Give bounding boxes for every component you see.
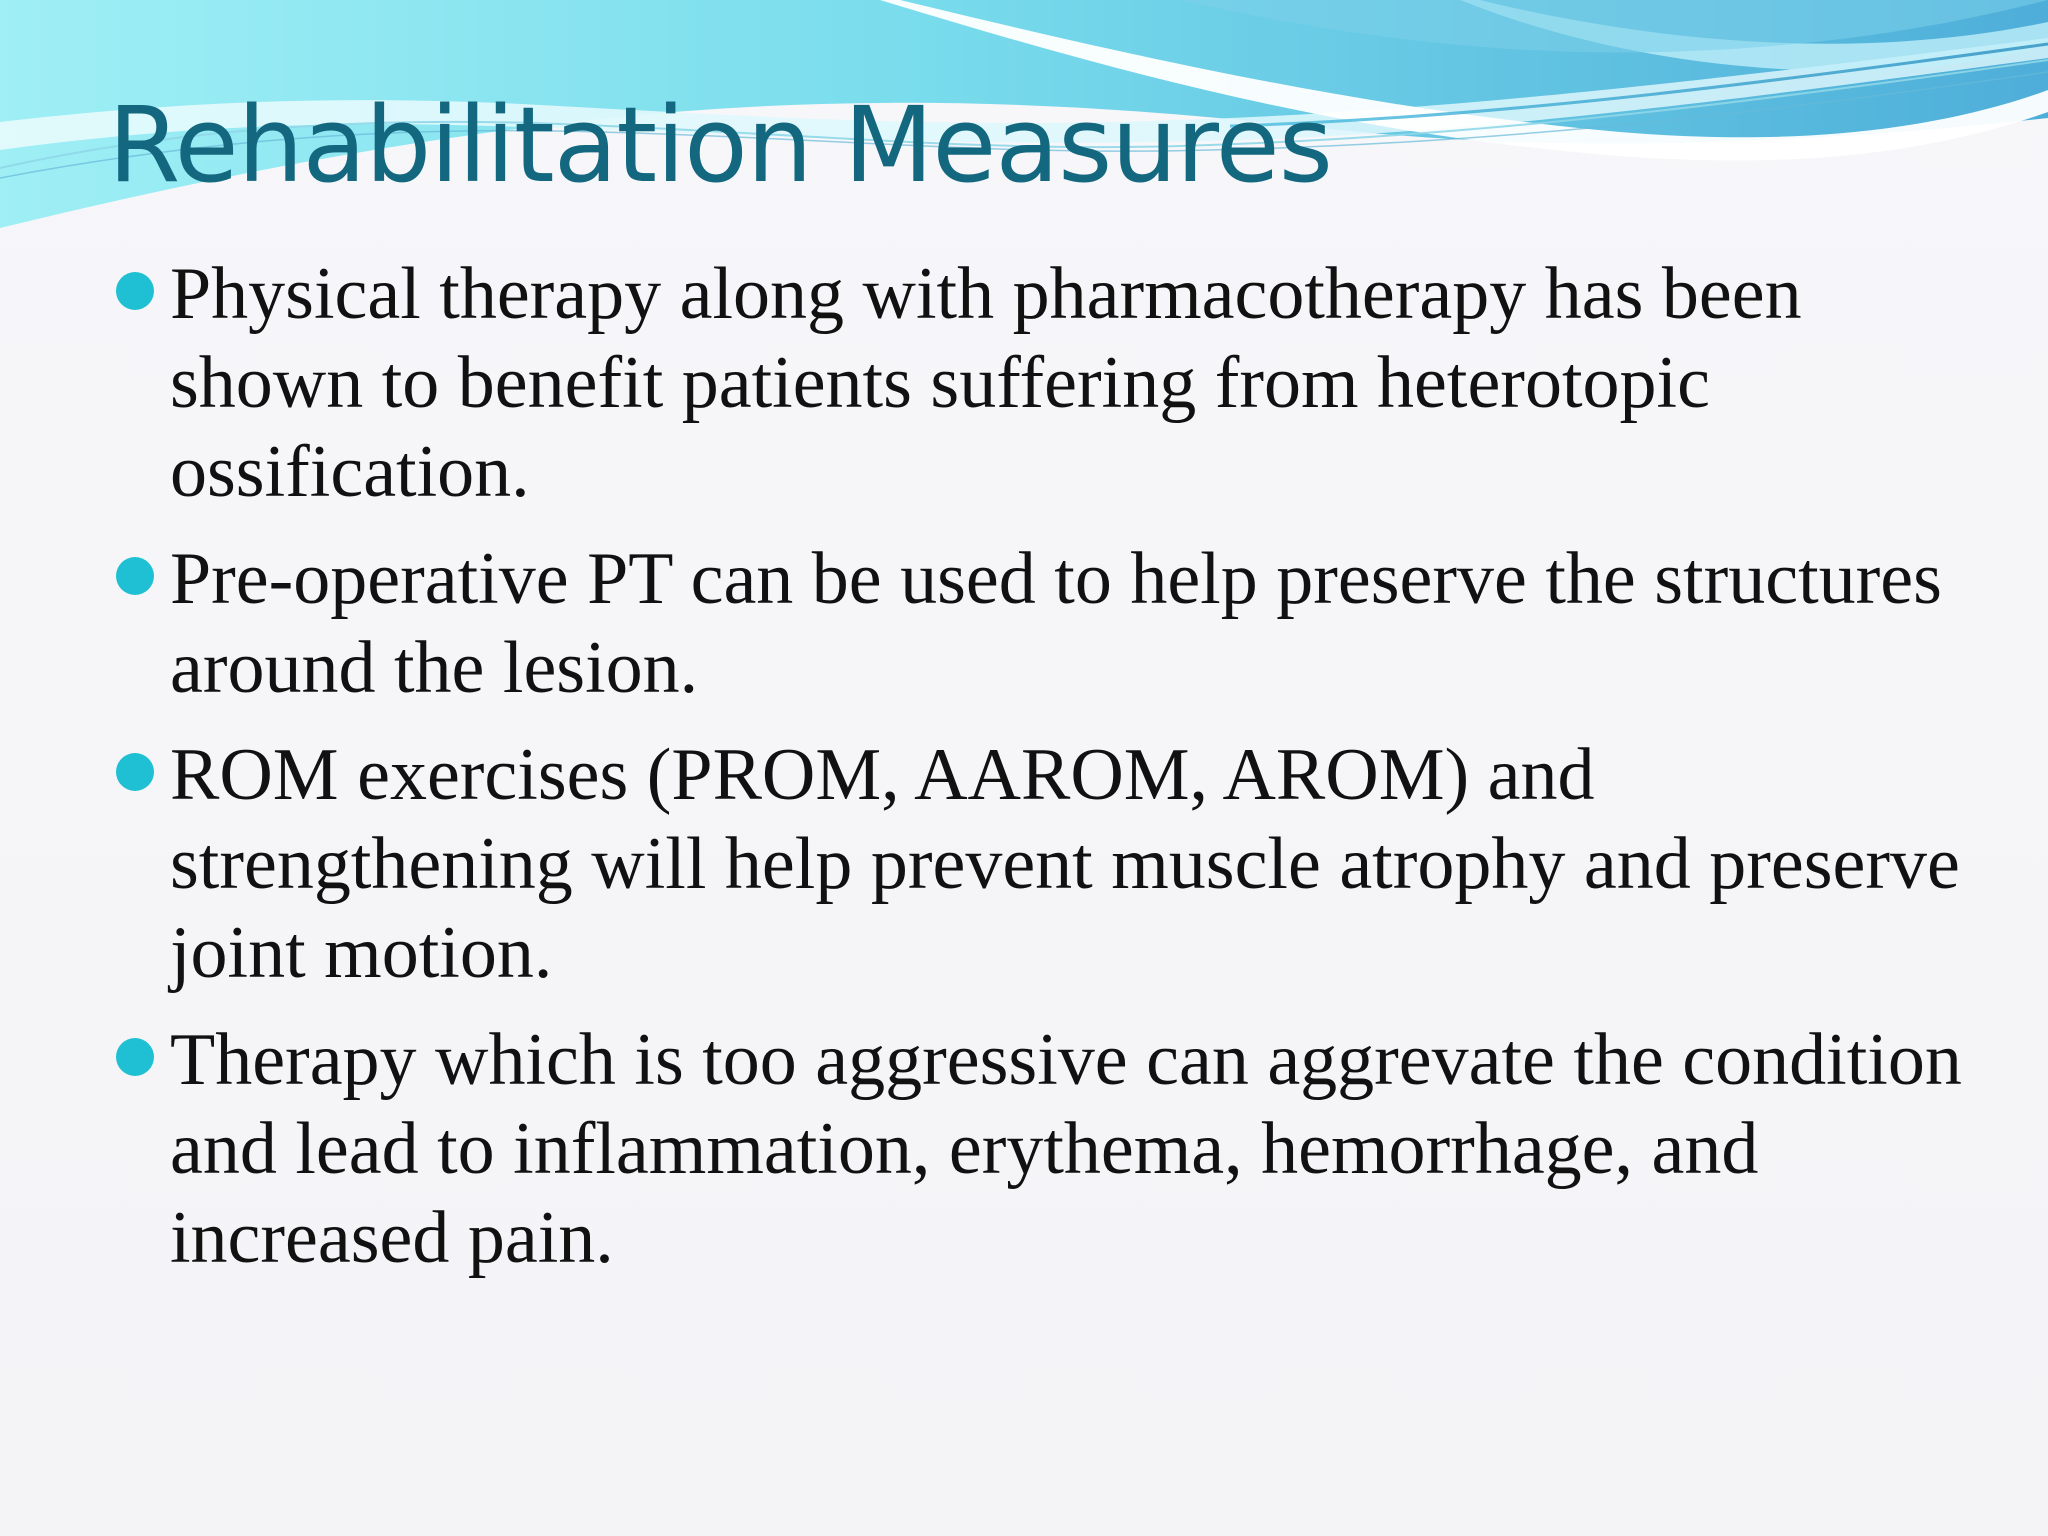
bullet-item [112, 1016, 1972, 1283]
bullet-text: Physical therapy along with pharmacotherapy has been shown to benefit patients suffering from heterotopic ossification. [170, 253, 1802, 513]
bullet-dot-icon [116, 1038, 154, 1076]
bullet-dot-icon [116, 272, 154, 310]
slide-title: Rehabilitation Measures [108, 84, 1332, 206]
bullet-dot-icon [116, 557, 154, 595]
bullet-text: ROM exercises (PROM, AAROM, AROM) and strengthening will help prevent muscle atrophy and preserve joint motion. [170, 734, 1960, 994]
bullet-list [112, 250, 1972, 1301]
bullet-item [112, 250, 1972, 517]
bullet-text: Pre-operative PT can be used to help preserve the structures around the lesion. [170, 538, 1942, 709]
bullet-text: Therapy which is too aggressive can aggrevate the condition and lead to inflammation, erythema, hemorrhage, and increased pain. [170, 1019, 1962, 1279]
bullet-item [112, 731, 1972, 998]
bullet-dot-icon [116, 753, 154, 791]
bullet-item [112, 535, 1972, 713]
